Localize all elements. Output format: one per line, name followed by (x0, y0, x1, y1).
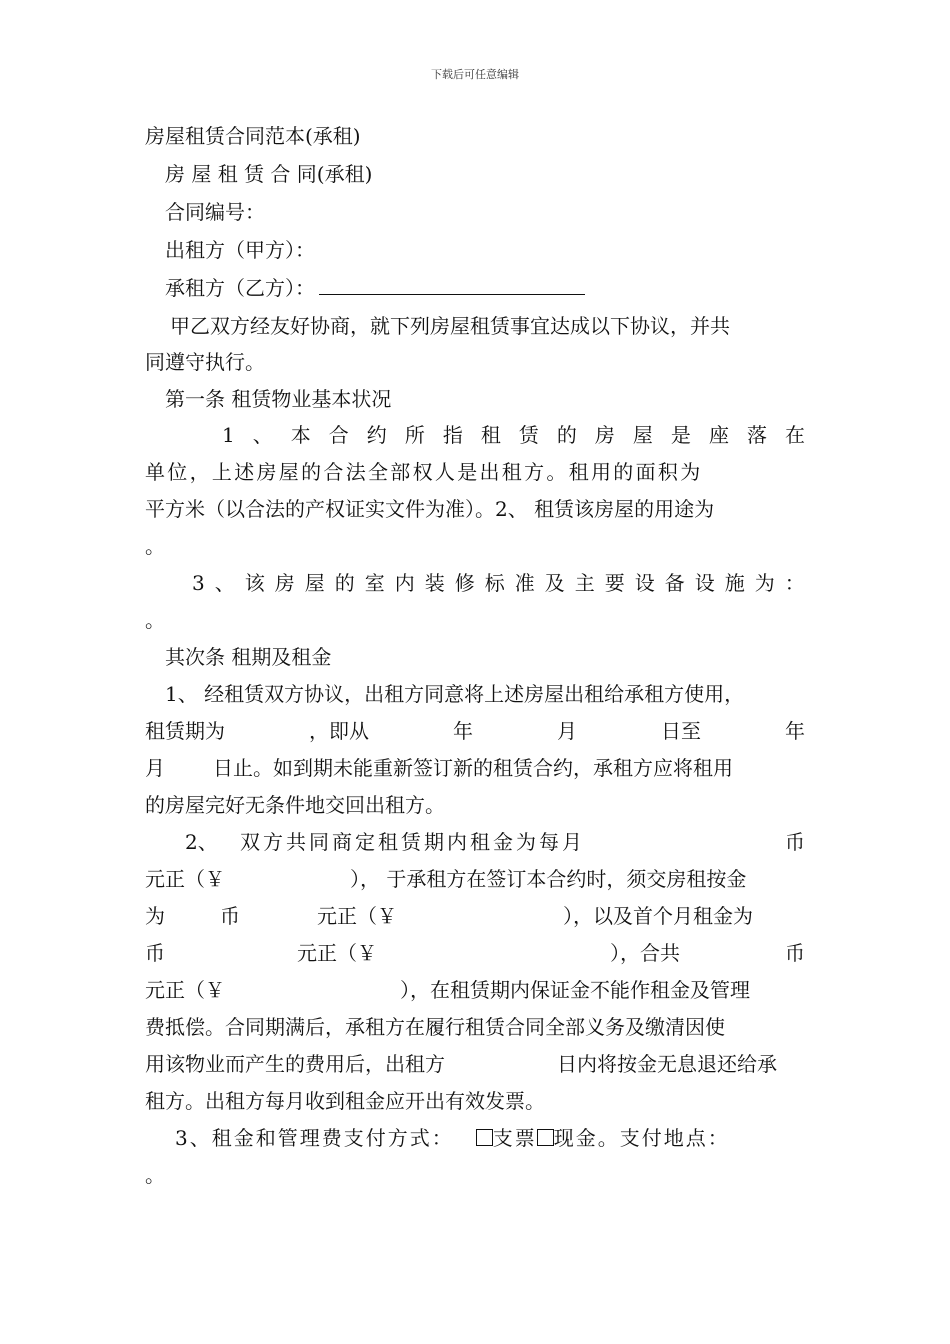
article1-item1-line1 (222, 421, 805, 449)
text-segment: ，即从 (309, 719, 369, 743)
article2-p2-line8: 租方。出租方每月收到租金应开出有效发票。 (145, 1089, 545, 1113)
text-segment: 的 (334, 571, 355, 595)
text-segment: 、 (252, 423, 273, 447)
text-segment: 装 (424, 571, 445, 595)
text-segment: 设 (634, 571, 655, 595)
text-segment: 2、 (185, 830, 218, 854)
text-segment: ： (784, 571, 805, 595)
article1-item3-line2: 。 (145, 608, 165, 632)
text-segment: 合 (328, 423, 349, 447)
text-segment: ），以及首个月租金为 (563, 904, 753, 928)
text-segment: ），合共 (610, 941, 680, 965)
header-note: 下载后可任意编辑 (431, 68, 519, 81)
text-segment: 及 (544, 571, 565, 595)
text-segment: 租赁期为 (145, 719, 225, 743)
article2-p1-line3-rest: 日止。如到期未能重新签订新的租赁合约，承租方应将租用 (213, 756, 733, 780)
text-segment: 是 (670, 423, 691, 447)
checkbox-cheque-label: 支票 (492, 1126, 537, 1150)
text-segment: 日至 (661, 719, 701, 743)
text-segment: 元正（￥ (145, 867, 225, 891)
checkbox-cheque[interactable] (476, 1129, 493, 1146)
intro-line-1: 甲乙双方经友好协商，就下列房屋租赁事宜达成以下协议，并共 (170, 314, 730, 338)
text-segment: 年 (453, 719, 473, 743)
text-segment: 落 (746, 423, 767, 447)
text-segment: 座 (708, 423, 729, 447)
article1-item3-line1 (192, 569, 805, 597)
text-segment: 要 (604, 571, 625, 595)
text-segment: 室 (364, 571, 385, 595)
text-segment: 所 (404, 423, 425, 447)
text-segment: 屋 (304, 571, 325, 595)
text-segment: 币 (785, 830, 805, 854)
text-segment: 年 (785, 719, 805, 743)
text-segment: 约 (366, 423, 387, 447)
text-segment: 本 (290, 423, 311, 447)
text-segment: 准 (514, 571, 535, 595)
text-segment: 修 (454, 571, 475, 595)
text-segment: 房 (594, 423, 615, 447)
text-segment: 、 (214, 571, 235, 595)
article2-p1-line1: 1、 经租赁双方协议，出租方同意将上述房屋出租给承租方使用， (165, 682, 745, 706)
article1-item1-line4: 。 (145, 534, 165, 558)
text-segment: 为 (145, 904, 165, 928)
text-segment: 元正（￥ (317, 904, 397, 928)
text-segment: 日内将按金无息退还给承 (557, 1052, 777, 1076)
text-segment: 指 (442, 423, 463, 447)
contract-number-label: 合同编号： (165, 200, 265, 224)
text-segment: 备 (664, 571, 685, 595)
lessor-label: 出租方（甲方）： (165, 238, 315, 262)
article1-item1-line3: 平方米（以合法的产权证实文件为准）。2、 租赁该房屋的用途为 (145, 497, 715, 521)
text-segment: 用该物业而产生的费用后，出租方 (145, 1052, 445, 1076)
lessee-line (165, 274, 805, 302)
text-segment: 元正（￥ (145, 978, 225, 1002)
article2-p3-line2: 。 (145, 1163, 165, 1187)
article1-item1-line2: 单位，上述房屋的合法全部权人是出租方。租用的面积为 (145, 460, 703, 484)
article2-p1-line2 (145, 717, 805, 745)
article2-p2-line6: 费抵偿。合同期满后，承租方在履行租赁合同全部义务及缴清因使 (145, 1015, 725, 1039)
lessee-label: 承租方（乙方）： (165, 276, 315, 300)
text-segment: 3 (192, 571, 205, 595)
text-segment: 币 (145, 941, 165, 965)
article2-p1-line3 (145, 754, 805, 782)
text-segment: 币 (220, 904, 240, 928)
article2-heading: 其次条 租期及租金 (165, 645, 332, 669)
article2-p1-line4: 的房屋完好无条件地交回出租方。 (145, 793, 445, 817)
intro-line-2: 同遵守执行。 (145, 350, 265, 374)
text-segment: 币 (785, 941, 805, 965)
contract-subtitle: 房 屋 租 赁 合 同(承租) (165, 162, 373, 186)
text-segment: 标 (484, 571, 505, 595)
text-segment: 施 (724, 571, 745, 595)
text-segment: 主 (574, 571, 595, 595)
doc-title: 房屋租赁合同范本(承租) (145, 124, 361, 148)
article2-p3-line1 (175, 1124, 805, 1152)
text-segment: ），在租赁期内保证金不能作租金及管理 (400, 978, 750, 1002)
article2-p1-line3-month: 月 (145, 756, 165, 780)
text-segment: 租 (480, 423, 501, 447)
text-segment: 屋 (632, 423, 653, 447)
checkbox-cash[interactable] (537, 1129, 554, 1146)
text-segment: 元正（￥ (297, 941, 377, 965)
text-segment: 在 (784, 423, 805, 447)
text-segment: 的 (556, 423, 577, 447)
text-segment: ）， 于承租方在签订本合约时，须交房租按金 (350, 867, 747, 891)
text-segment: 1 (222, 423, 235, 447)
text-segment: 房 (274, 571, 295, 595)
text-segment: 设 (694, 571, 715, 595)
text-segment: 双方共同商定租赁期内租金为每月 (240, 830, 585, 854)
text-segment: 该 (244, 571, 265, 595)
checkbox-cash-label: 现金。支付地点： (553, 1126, 730, 1150)
text-segment: 内 (394, 571, 415, 595)
text-segment: 月 (557, 719, 577, 743)
text-segment: 赁 (518, 423, 539, 447)
text-segment: 为 (754, 571, 775, 595)
payment-method-label: 3、租金和管理费支付方式： (175, 1126, 454, 1150)
lessee-blank-line (319, 276, 585, 295)
article1-heading: 第一条 租赁物业基本状况 (165, 387, 392, 411)
